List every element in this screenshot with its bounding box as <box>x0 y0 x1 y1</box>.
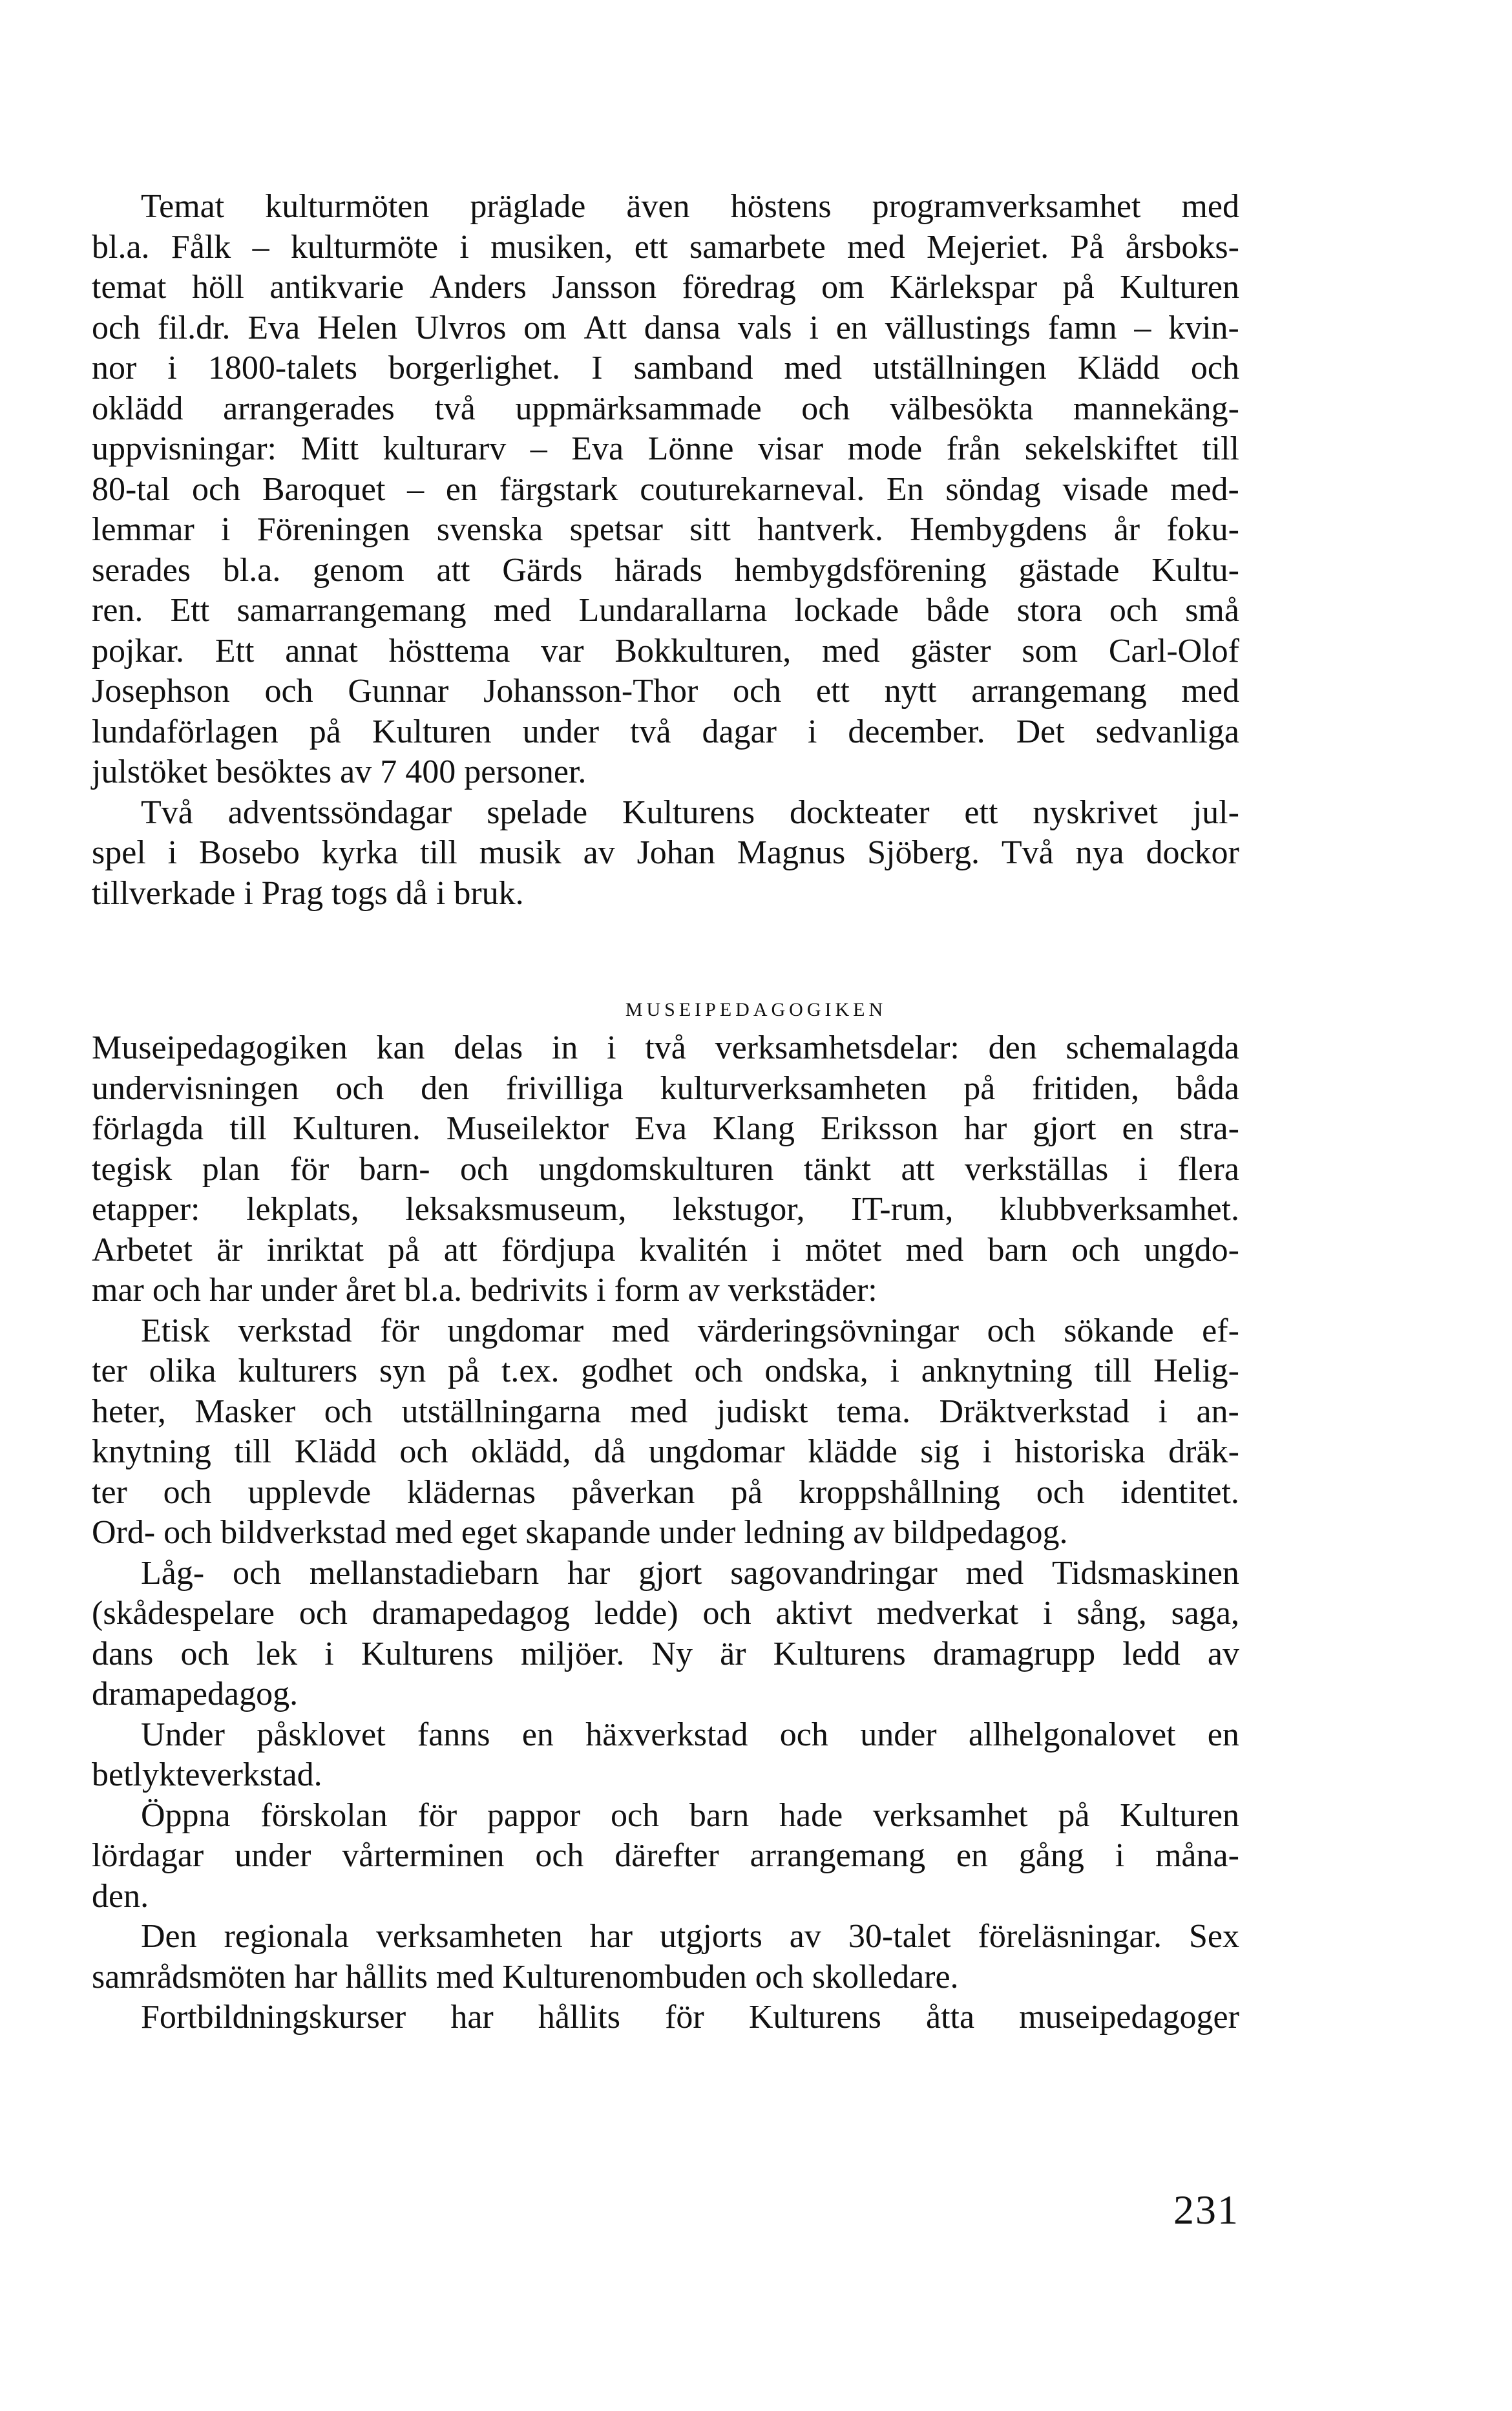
text-line: Låg- och mellanstadiebarn har gjort sagovandringar med Tidsmaskinen <box>141 1554 1239 1592</box>
text-line: ren. Ett samarrangemang med Lundarallarna lockade både stora och små <box>92 592 1239 629</box>
text-line: dramapedagog. <box>92 1676 299 1712</box>
text-line: Fortbildningskurser har hållits för Kulturens åtta museipedagoger <box>141 1999 1239 2036</box>
text-line: serades bl.a. genom att Gärds härads hembygdsförening gästade Kultu- <box>92 551 1239 589</box>
text-line: Den regionala verksamheten har utgjorts av 30-talet föreläsningar. Sex <box>141 1918 1239 1955</box>
text-line: (skådespelare och dramapedagog ledde) och aktivt medverkat i sång, saga, <box>92 1595 1239 1632</box>
text-line: Museipedagogiken kan delas in i två verksamhetsdelar: den schemalagda <box>92 1029 1239 1066</box>
text-line: knytning till Klädd och oklädd, då ungdomar klädde sig i historiska dräk- <box>92 1433 1239 1470</box>
text-line: oklädd arrangerades två uppmärksammade och välbesökta mannekäng- <box>92 390 1239 427</box>
text-line: julstöket besöktes av 7 400 personer. <box>92 753 587 790</box>
text-line: Temat kulturmöten präglade även höstens programverksamhet med <box>141 188 1239 225</box>
text-line: spel i Bosebo kyrka till musik av Johan Magnus Sjöberg. Två nya dockor <box>92 834 1239 871</box>
section-museipedagogiken <box>92 1028 1239 2038</box>
text-line: betlykteverkstad. <box>92 1756 322 1793</box>
text-line: bl.a. Fålk – kulturmöte i musiken, ett samarbete med Mejeriet. På årsboks- <box>92 228 1239 266</box>
text-line: Under påsklovet fanns en häxverkstad och under allhelgonalovet en <box>141 1716 1239 1753</box>
text-line: ter olika kulturers syn på t.ex. godhet och ondska, i anknytning till Helig- <box>92 1353 1239 1389</box>
section-heading: MUSEIPEDAGOGIKEN <box>625 999 887 1020</box>
text-line: tillverkade i Prag togs då i bruk. <box>92 874 524 912</box>
text-line: Öppna förskolan för pappor och barn hade verksamhet på Kulturen <box>141 1796 1239 1834</box>
text-line: dans och lek i Kulturens miljöer. Ny är Kulturens dramagrupp ledd av <box>92 1635 1239 1672</box>
text-line: temat höll antikvarie Anders Jansson föredrag om Kärlekspar på Kulturen <box>92 269 1239 306</box>
text-line: pojkar. Ett annat hösttema var Bokkulturen, med gäster som Carl-Olof <box>92 632 1239 669</box>
text-line: lemmar i Föreningen svenska spetsar sitt hantverk. Hembygdens år foku- <box>92 511 1239 548</box>
text-line: samrådsmöten har hållits med Kulturenombuden och skolledare. <box>92 1958 959 1995</box>
text-line: förlagda till Kulturen. Museilektor Eva Klang Eriksson har gjort en stra- <box>92 1110 1239 1147</box>
text-line: ter och upplevde klädernas påverkan på kroppshållning och identitet. <box>92 1473 1239 1511</box>
text-line: Etisk verkstad för ungdomar med värderingsövningar och sökande ef- <box>141 1312 1239 1349</box>
text-line: tegisk plan för barn- och ungdomskulturen tänkt att verkställas i flera <box>92 1150 1239 1188</box>
text-line: Josephson och Gunnar Johansson-Thor och ett nytt arrangemang med <box>92 673 1239 710</box>
text-line: etapper: lekplats, leksaksmuseum, lekstugor, IT-rum, klubbverksamhet. <box>92 1191 1239 1228</box>
page-number: 231 <box>1173 2187 1239 2233</box>
text-line: Arbetet är inriktat på att fördjupa kvalitén i mötet med barn och ungdo- <box>92 1231 1239 1269</box>
text-line: lördagar under vårterminen och därefter arrangemang en gång i måna- <box>92 1837 1239 1874</box>
text-line: Två adventssöndagar spelade Kulturens dockteater ett nyskrivet jul- <box>141 794 1239 831</box>
text-line: heter, Masker och utställningarna med judiskt tema. Dräktverkstad i an- <box>92 1393 1239 1430</box>
text-line: den. <box>92 1877 149 1915</box>
text-line: mar och har under året bl.a. bedrivits i form av verkstäder: <box>92 1272 877 1309</box>
text-line: nor i 1800-talets borgerlighet. I samband med utställningen Klädd och <box>92 350 1239 386</box>
text-line: Ord- och bildverkstad med eget skapande under ledning av bildpedagog. <box>92 1514 1068 1551</box>
text-line: uppvisningar: Mitt kulturarv – Eva Lönne visar mode från sekelskiftet till <box>92 430 1239 467</box>
text-line: och fil.dr. Eva Helen Ulvros om Att dansa vals i en vällustings famn – kvin- <box>92 309 1239 346</box>
section-kulturmoten <box>92 187 1239 914</box>
text-line: undervisningen och den frivilliga kulturverksamheten på fritiden, båda <box>92 1069 1239 1107</box>
text-line: 80-tal och Baroquet – en färgstark couturekarneval. En söndag visade med- <box>92 470 1239 508</box>
text-line: lundaförlagen på Kulturen under två dagar i december. Det sedvanliga <box>92 713 1239 750</box>
